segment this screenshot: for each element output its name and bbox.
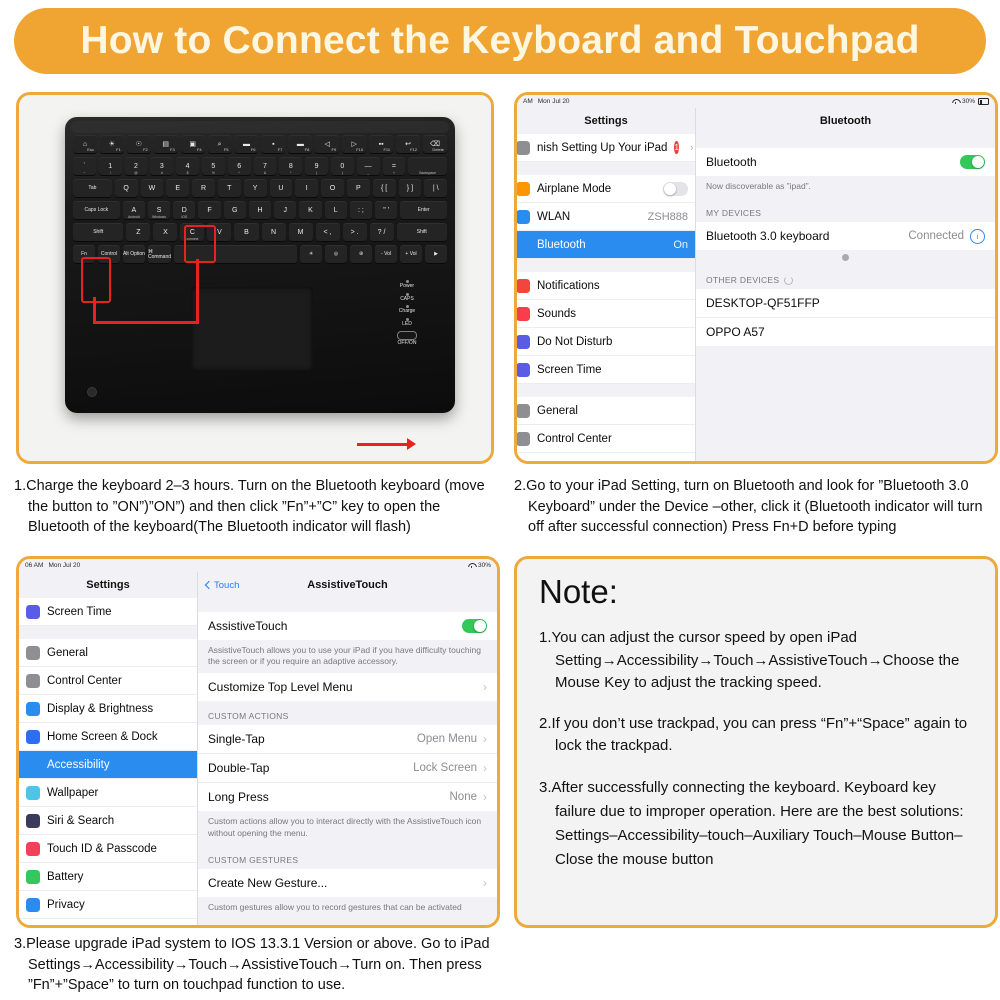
keyboard-key[interactable]: X xyxy=(153,223,177,242)
keyboard-key[interactable]: ☀ F1 xyxy=(100,135,124,154)
keyboard-key[interactable]: R xyxy=(192,179,215,198)
keyboard-key[interactable]: V xyxy=(207,223,231,242)
note-panel xyxy=(514,556,998,928)
keyboard-key[interactable]: D iOS xyxy=(173,201,195,220)
sidebar-item-label: Display & Brightness xyxy=(47,702,154,715)
keyboard-key[interactable]: Tab xyxy=(73,179,112,198)
sidebar-item-label: Siri & Search xyxy=(47,814,115,827)
sidebar-item-label: Privacy xyxy=(47,898,85,911)
sidebar-title: Settings xyxy=(517,108,696,134)
device-row-keyboard[interactable] xyxy=(696,222,995,250)
battery-icon xyxy=(978,98,989,105)
keyboard-key[interactable]: ⌘ Command xyxy=(148,245,171,264)
sidebar-item-label: General xyxy=(537,404,578,417)
action-label: Double-Tap xyxy=(208,761,270,776)
note-item: 3.After successfully connecting the keyboard. Keyboard key failure due to improper operation. Here are the best solutions: Settings–Accessibility–touch–Auxiliary Touch–Mouse Button–Close the mouse button xyxy=(539,778,964,869)
keyboard-key[interactable]: 4 $ xyxy=(176,157,199,176)
other-device-row[interactable] xyxy=(696,289,995,318)
caption-step-3 xyxy=(14,934,506,996)
sidebar-title: Settings xyxy=(19,572,198,598)
sidebar-item-home-screen-dock[interactable] xyxy=(19,723,197,751)
my-devices-header-text: MY DEVICES xyxy=(706,208,762,219)
keyboard-key[interactable]: ⌕ F5 xyxy=(208,135,232,154)
sounds-icon xyxy=(517,307,530,321)
wallpaper-icon xyxy=(26,786,40,800)
keyboard-key[interactable]: O xyxy=(321,179,344,198)
keyboard-key[interactable]: U xyxy=(270,179,293,198)
fn-key-highlight xyxy=(81,257,111,303)
chevron-right-icon: › xyxy=(483,732,487,747)
assistivetouch-label: AssistiveTouch xyxy=(208,619,288,633)
other-device-name: OPPO A57 xyxy=(706,325,765,340)
battery-percent: 30% xyxy=(961,98,975,105)
keyboard-key-c[interactable]: C connect xyxy=(180,223,204,242)
fingerprint-icon xyxy=(26,842,40,856)
keyboard-key[interactable]: G xyxy=(224,201,246,220)
custom-gestures-header xyxy=(198,845,497,869)
sidebar-item-accessibility[interactable] xyxy=(19,751,197,779)
keyboard-key[interactable]: ◎ xyxy=(325,245,347,264)
create-new-gesture-row[interactable] xyxy=(198,869,497,897)
page-title: How to Connect the Keyboard and Touchpad xyxy=(80,19,920,62)
keyboard-key[interactable]: Enter xyxy=(400,201,447,220)
sidebar-item-touch-id-passcode[interactable] xyxy=(19,835,197,863)
highlight-connector-vertical-fn xyxy=(93,297,96,323)
keyboard-key-rows xyxy=(73,135,447,267)
privacy-hand-icon xyxy=(26,898,40,912)
custom-actions-note: Custom actions allow you to interact directly with the AssistiveTouch icon without opening the menu. xyxy=(198,811,497,844)
nav-row xyxy=(19,572,497,598)
keyboard-key[interactable]: A Android xyxy=(123,201,145,220)
keyboard-screw-dot xyxy=(87,387,97,397)
keyboard-key[interactable]: S Windows xyxy=(148,201,170,220)
keyboard-key[interactable]: 9 ( xyxy=(305,157,328,176)
customize-top-level-menu-row[interactable] xyxy=(198,673,497,701)
scanning-spinner-icon xyxy=(784,276,793,285)
keyboard-key[interactable]: T xyxy=(218,179,241,198)
keyboard-number-row xyxy=(73,157,447,176)
caption-step-1-text: 1.Charge the keyboard 2–3 hours. Turn on the Bluetooth keyboard (move the button to ”ON”)”ON”) and then click ”Fn”+”C” key to open the Bluetooth of the keyboard(The Bluetooth indicator will flash) xyxy=(14,478,485,536)
action-label: Long Press xyxy=(208,790,269,805)
custom-action-row-single-tap[interactable] xyxy=(198,725,497,754)
detail-title-wrap xyxy=(198,572,497,598)
keyboard-key[interactable]: - Vol xyxy=(375,245,397,264)
other-devices-header-text: OTHER DEVICES xyxy=(706,275,780,286)
keyboard-key[interactable]: ▤ F3 xyxy=(154,135,178,154)
hourglass-icon xyxy=(26,605,40,619)
other-device-name: DESKTOP-QF51FFP xyxy=(706,296,820,311)
gear-icon xyxy=(26,646,40,660)
customize-row-label: Customize Top Level Menu xyxy=(208,680,353,695)
keyboard-key[interactable]: I xyxy=(295,179,318,198)
sidebar-item-bluetooth[interactable] xyxy=(517,231,695,259)
keyboard-key[interactable]: ▶ xyxy=(425,245,447,264)
sidebar-item-label: nish Setting Up Your iPad xyxy=(537,141,668,154)
assistivetouch-detail-pane xyxy=(198,598,497,925)
keyboard-key[interactable]: ? / xyxy=(370,223,394,242)
keyboard-key[interactable]: < , xyxy=(316,223,340,242)
wifi-icon xyxy=(468,563,475,569)
sidebar-item-label: Wallpaper xyxy=(47,786,99,799)
chevron-right-icon: › xyxy=(483,761,487,776)
settings-sidebar[interactable] xyxy=(517,134,696,461)
led-indicator-label: CAPS xyxy=(400,295,414,302)
keyboard-key[interactable]: ` ~ xyxy=(73,157,96,176)
keyboard-function-row xyxy=(73,135,447,154)
sidebar-item-display-brightness[interactable] xyxy=(19,695,197,723)
keyboard-photo-panel xyxy=(16,92,494,464)
status-bar xyxy=(517,95,995,108)
keyboard-key[interactable]: " ' xyxy=(375,201,397,220)
discoverable-note: Now discoverable as ”ipad”. xyxy=(696,176,995,198)
custom-action-row-long-press[interactable] xyxy=(198,783,497,811)
sidebar-group-gap xyxy=(517,162,695,175)
power-switch-arrow-shaft xyxy=(357,443,409,446)
sidebar-item-label: Bluetooth xyxy=(537,238,586,251)
back-button-label: Touch xyxy=(214,579,240,591)
hourglass-icon xyxy=(517,363,530,377)
bluetooth-detail-pane xyxy=(696,134,995,461)
keyboard-key[interactable]: — _ xyxy=(357,157,380,176)
device-status: Connected xyxy=(908,230,964,243)
keyboard-key[interactable]: } ] xyxy=(399,179,422,198)
settings-sidebar[interactable] xyxy=(19,598,198,925)
bluetooth-toggle[interactable] xyxy=(960,155,985,169)
sidebar-item-airplane-mode[interactable] xyxy=(517,175,695,203)
sidebar-item-label: General xyxy=(47,646,88,659)
keyboard-key[interactable]: Control xyxy=(98,245,120,264)
status-time: AM xyxy=(523,98,533,105)
keyboard-key[interactable]: ▬ F8 xyxy=(288,135,312,154)
trackpad[interactable] xyxy=(191,287,313,371)
power-switch-label: OFF/ON xyxy=(397,340,417,346)
control-center-icon xyxy=(26,674,40,688)
apple-setup-icon xyxy=(517,141,530,155)
keyboard-key[interactable]: ☉ F2 xyxy=(127,135,151,154)
sidebar-item-label: Touch ID & Passcode xyxy=(47,842,157,855)
keyboard-key[interactable]: E xyxy=(166,179,189,198)
note-item: 2.If you don’t use trackpad, you can press “Fn”+“Space” again to lock the trackpad. xyxy=(539,714,968,754)
sidebar-group-gap xyxy=(19,626,197,639)
custom-actions-header-text: CUSTOM ACTIONS xyxy=(208,711,289,722)
keyboard-key[interactable]: F xyxy=(198,201,220,220)
gear-icon xyxy=(517,404,530,418)
custom-gestures-header-text: CUSTOM GESTURES xyxy=(208,854,299,865)
ipad-screen-assistivetouch xyxy=(19,559,497,925)
keyboard-key[interactable]: ▪ F7 xyxy=(261,135,285,154)
assistivetouch-toggle-row[interactable] xyxy=(198,612,497,640)
sidebar-item-screen-time[interactable] xyxy=(517,356,695,384)
keyboard-key[interactable]: 2 @ xyxy=(125,157,148,176)
bluetooth-toggle-row[interactable] xyxy=(696,148,995,176)
sidebar-item-control-center[interactable] xyxy=(19,667,197,695)
keyboard-key[interactable]: W xyxy=(141,179,164,198)
caption-step-2 xyxy=(514,476,1000,538)
loading-dot xyxy=(842,254,849,261)
sidebar-item-screen-time[interactable] xyxy=(19,598,197,626)
highlight-connector-vertical-c xyxy=(196,259,199,323)
status-date: Mon Jul 20 xyxy=(48,562,81,569)
keyboard-key[interactable]: Q xyxy=(115,179,138,198)
keyboard-key[interactable]: = + xyxy=(383,157,406,176)
sidebar-item-privacy[interactable] xyxy=(19,891,197,919)
status-date: Mon Jul 20 xyxy=(537,98,570,105)
keyboard-key[interactable]: 1 ! xyxy=(99,157,122,176)
led-indicator-label: Power xyxy=(399,283,415,289)
keyboard-key[interactable]: 5 % xyxy=(202,157,225,176)
wifi-icon xyxy=(517,210,530,224)
keyboard-key[interactable]: ⊛ xyxy=(350,245,372,264)
ipad-screen-bluetooth xyxy=(517,95,995,461)
create-gesture-label: Create New Gesture... xyxy=(208,875,328,890)
keyboard-modifier-row xyxy=(73,245,447,264)
keyboard-key[interactable]: K xyxy=(299,201,321,220)
power-switch-arrow-head xyxy=(407,438,416,450)
keyboard-key[interactable]: ▣ F4 xyxy=(181,135,205,154)
keyboard-device xyxy=(65,117,455,413)
keyboard-key[interactable]: ⌫ Delete xyxy=(423,135,447,154)
sidebar-item-battery[interactable] xyxy=(19,863,197,891)
gestures-note: Custom gestures allow you to record gestures that can be activated xyxy=(198,897,497,919)
keyboard-key[interactable]: L xyxy=(325,201,347,220)
caption-step-1 xyxy=(14,476,502,538)
status-time: 06 AM xyxy=(25,562,44,569)
chevron-right-icon: › xyxy=(689,141,694,154)
keyboard-key[interactable]: J xyxy=(274,201,296,220)
keyboard-key-fn[interactable]: Fn xyxy=(73,245,95,264)
keyboard-key[interactable]: Shift xyxy=(397,223,447,242)
sidebar-item-label: Screen Time xyxy=(47,605,112,618)
notifications-icon xyxy=(517,279,530,293)
sidebar-item-label: Accessibility xyxy=(47,758,110,771)
bluetooth-settings-screenshot-panel xyxy=(514,92,998,464)
keyboard-lower-deck xyxy=(73,267,447,407)
chevron-left-icon xyxy=(205,581,213,589)
keyboard-key[interactable]: : ; xyxy=(350,201,372,220)
c-key-highlight xyxy=(184,225,216,263)
keyboard-key[interactable]: ▪▪ F11 xyxy=(369,135,393,154)
highlight-connector-horizontal xyxy=(93,321,199,324)
sidebar-item-notifications[interactable] xyxy=(517,272,695,300)
notification-badge: 1 xyxy=(674,143,679,152)
detail-title: AssistiveTouch xyxy=(307,579,388,591)
sidebar-item-nish-setting-up-your-ipad[interactable] xyxy=(517,134,695,162)
my-devices-header xyxy=(696,198,995,222)
assistivetouch-note: AssistiveTouch allows you to use your iPad if you have difficulty touching the screen or if you require an adaptive accessory. xyxy=(198,640,497,673)
note-item: 1.You can adjust the cursor speed by open iPad Setting→Accessibility→Touch→AssistiveTouch→Choose the Mouse Key to adjust the tracking speed. xyxy=(539,629,960,691)
keyboard-key[interactable]: 8 * xyxy=(279,157,302,176)
keyboard-home-row xyxy=(73,201,447,220)
keyboard-key[interactable]: Backspace xyxy=(408,157,447,176)
sidebar-item-label: Do Not Disturb xyxy=(537,335,613,348)
siri-icon xyxy=(26,814,40,828)
sidebar-item-control-center[interactable] xyxy=(517,425,695,453)
keyboard-qwerty-row xyxy=(73,179,447,198)
detail-title: Bluetooth xyxy=(819,115,872,127)
sidebar-item-label: WLAN xyxy=(537,210,571,223)
sidebar-item-value: ZSH888 xyxy=(647,210,688,223)
nav-row xyxy=(517,108,995,134)
device-name: Bluetooth 3.0 keyboard xyxy=(706,229,830,244)
sidebar-group-gap xyxy=(517,259,695,272)
sidebar-item-label: Airplane Mode xyxy=(537,182,612,195)
chevron-right-icon: › xyxy=(483,790,487,805)
info-icon[interactable]: i xyxy=(970,229,985,244)
chevron-right-icon: › xyxy=(483,680,487,695)
sidebar-item-label: Home Screen & Dock xyxy=(47,730,158,743)
caption-step-3-text: 3.Please upgrade iPad system to IOS 13.3.1 Version or above. Go to iPad Settings→Accessibility→Touch→AssistiveTouch→Turn on. Then press ”Fn”+”Space” to turn on touchpad function to use. xyxy=(14,936,490,994)
keyboard-key[interactable]: ▬ F6 xyxy=(235,135,259,154)
keyboard-key[interactable]: ⌂ Esc xyxy=(73,135,97,154)
sidebar-item-wallpaper[interactable] xyxy=(19,779,197,807)
battery-percent: 30% xyxy=(477,562,491,569)
action-value: None xyxy=(449,791,477,804)
keyboard-key[interactable]: 7 & xyxy=(254,157,277,176)
keyboard-key[interactable]: ◁ F9 xyxy=(315,135,339,154)
keyboard-key[interactable]: ↩ F12 xyxy=(396,135,420,154)
bluetooth-icon xyxy=(517,238,530,252)
sidebar-item-general[interactable] xyxy=(19,639,197,667)
other-devices-header xyxy=(696,265,995,289)
custom-actions-header xyxy=(198,701,497,725)
keyboard-key[interactable]: > . xyxy=(343,223,367,242)
battery-icon xyxy=(26,870,40,884)
status-indicator-cluster xyxy=(377,277,437,347)
keyboard-key[interactable]: + Vol xyxy=(400,245,422,264)
sidebar-item-general[interactable] xyxy=(517,397,695,425)
airplane-icon xyxy=(517,182,530,196)
keyboard-key[interactable]: 6 ^ xyxy=(228,157,251,176)
chevron-right-icon: › xyxy=(483,875,487,890)
action-label: Single-Tap xyxy=(208,732,265,747)
bluetooth-row-label: Bluetooth xyxy=(706,155,757,169)
led-indicator-label: LED xyxy=(402,320,412,327)
sidebar-item-label: Screen Time xyxy=(537,363,602,376)
sidebar-item-do-not-disturb[interactable] xyxy=(517,328,695,356)
power-switch[interactable] xyxy=(397,331,417,340)
wifi-icon xyxy=(952,99,959,105)
sidebar-item-value: On xyxy=(673,238,688,251)
sidebar-item-sounds[interactable] xyxy=(517,300,695,328)
keyboard-key[interactable]: Caps Lock xyxy=(73,201,120,220)
sidebar-item-label: Control Center xyxy=(47,674,122,687)
assistivetouch-settings-screenshot-panel xyxy=(16,556,500,928)
caption-step-2-text: 2.Go to your iPad Setting, turn on Bluetooth and look for ”Bluetooth 3.0 Keyboard” under the Device –other, click it (Bluetooth indicator will turn off after successful connection) Press Fn+D before typing xyxy=(514,478,983,536)
keyboard-bottom-letter-row xyxy=(73,223,447,242)
sidebar-item-siri-search[interactable] xyxy=(19,807,197,835)
led-indicator-label: Charge xyxy=(398,308,416,314)
keyboard-key[interactable]: Y xyxy=(244,179,267,198)
sidebar-item-wlan[interactable] xyxy=(517,203,695,231)
keyboard-key[interactable]: | \ xyxy=(424,179,447,198)
airplane-mode-toggle[interactable] xyxy=(663,182,688,196)
accessibility-icon xyxy=(26,758,40,772)
keyboard-key[interactable]: 3 # xyxy=(150,157,173,176)
header-banner xyxy=(14,8,986,74)
moon-icon xyxy=(517,335,530,349)
keyboard-key[interactable]: { [ xyxy=(373,179,396,198)
keyboard-key[interactable]: Z xyxy=(126,223,150,242)
keyboard-key[interactable]: Alt Option xyxy=(123,245,145,264)
action-value: Open Menu xyxy=(416,733,477,746)
keyboard-key[interactable]: B xyxy=(234,223,258,242)
keyboard-key[interactable]: H xyxy=(249,201,271,220)
action-value: Lock Screen xyxy=(413,762,477,775)
keyboard-key[interactable]: ☀ xyxy=(300,245,322,264)
assistivetouch-toggle[interactable] xyxy=(462,619,487,633)
keyboard-key[interactable]: 0 ) xyxy=(331,157,354,176)
custom-action-row-double-tap[interactable] xyxy=(198,754,497,783)
sidebar-item-label: Battery xyxy=(47,870,84,883)
keyboard-key[interactable]: Shift xyxy=(73,223,123,242)
home-dock-icon xyxy=(26,730,40,744)
back-button[interactable] xyxy=(206,580,239,591)
other-device-row[interactable] xyxy=(696,318,995,346)
photo-backdrop xyxy=(19,95,491,461)
sidebar-group-gap xyxy=(517,384,695,397)
sidebar-item-label: Notifications xyxy=(537,279,600,292)
sidebar-item-label: Control Center xyxy=(537,432,612,445)
control-center-icon xyxy=(517,432,530,446)
keyboard-top-lip xyxy=(71,121,449,133)
sidebar-item-label: Sounds xyxy=(537,307,577,320)
keyboard-key[interactable]: P xyxy=(347,179,370,198)
keyboard-key[interactable]: N xyxy=(262,223,286,242)
keyboard-key[interactable]: M xyxy=(289,223,313,242)
note-title: Note: xyxy=(539,573,618,610)
brightness-icon xyxy=(26,702,40,716)
keyboard-key[interactable]: ▷ F10 xyxy=(342,135,366,154)
status-bar xyxy=(19,559,497,572)
